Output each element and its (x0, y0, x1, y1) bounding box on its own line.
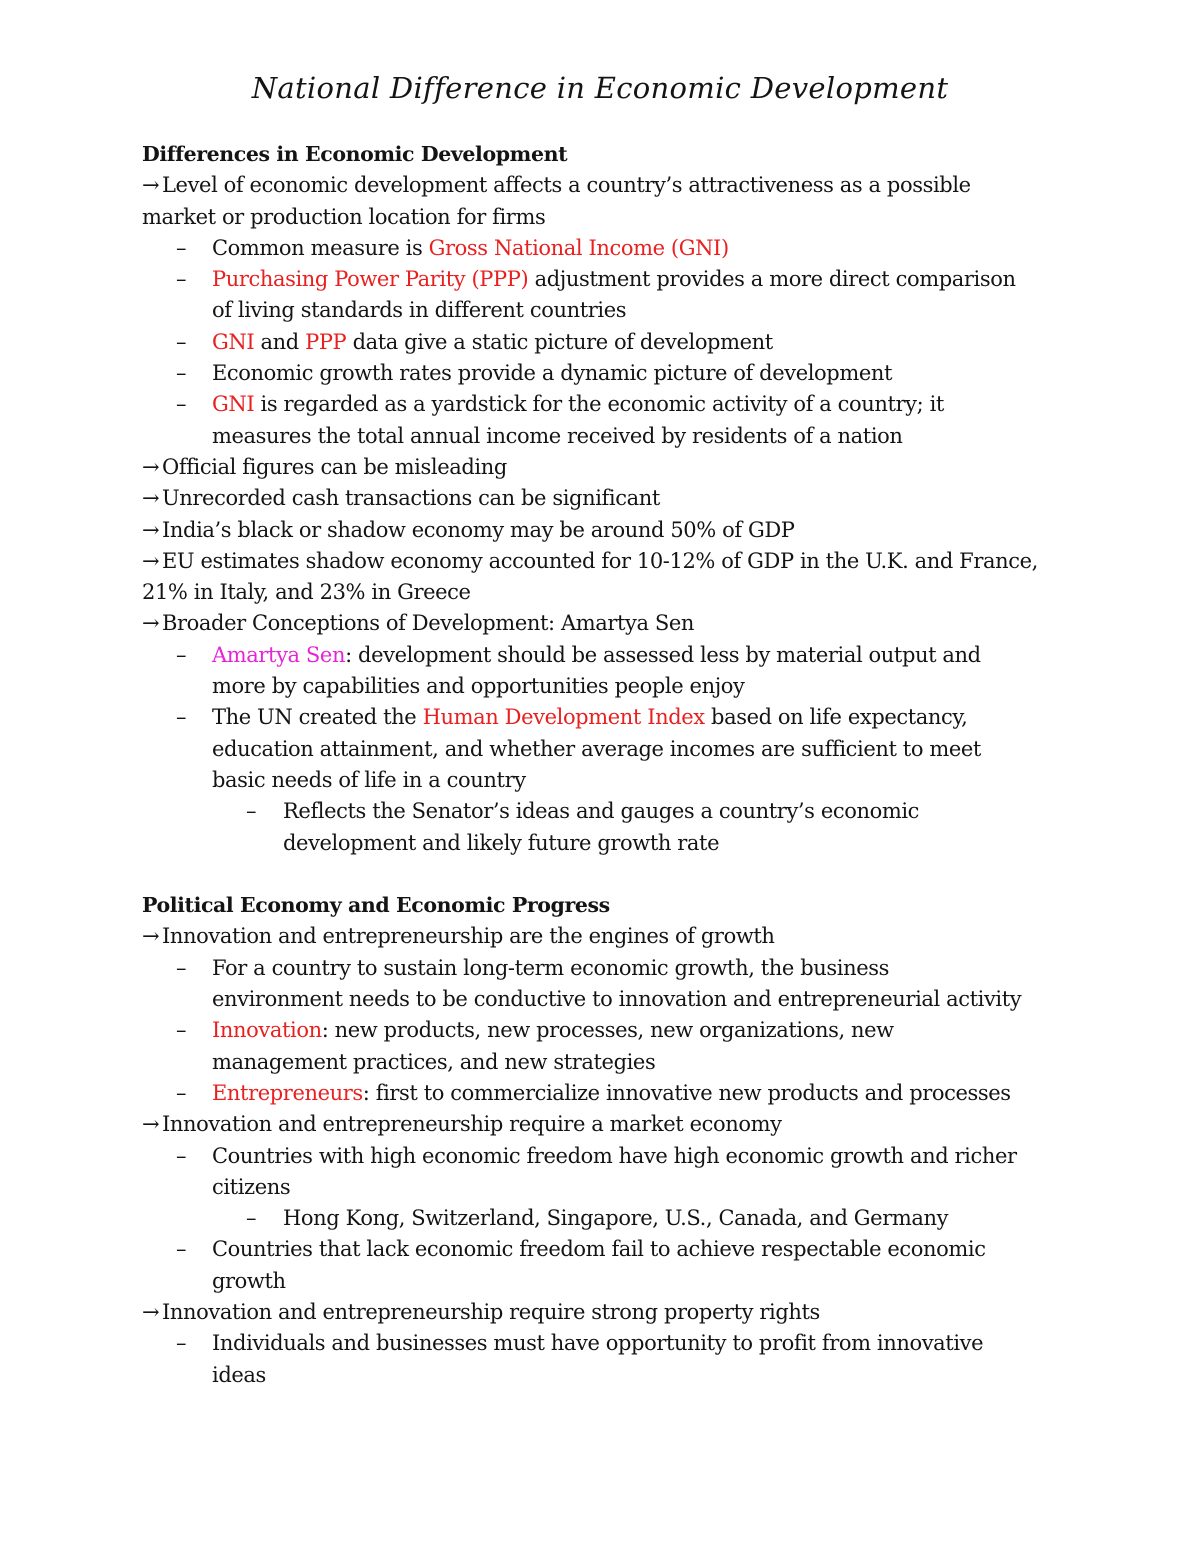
arrow-icon: → (142, 611, 160, 636)
dash-item-continuation: basic needs of life in a country (212, 767, 526, 792)
item-text: Countries with high economic freedom have high economic growth and richer (212, 1143, 1017, 1168)
arrow-item (142, 1297, 1082, 1328)
arrow-item (142, 170, 1082, 201)
dash-item (142, 1234, 1082, 1265)
dash-icon: – (176, 1018, 187, 1043)
item-text: based on life expectancy, (704, 705, 968, 730)
dash-icon: – (176, 329, 187, 354)
arrow-item (142, 1109, 1082, 1140)
highlight-term: GNI (212, 329, 255, 354)
item-text: Official figures can be misleading (162, 454, 507, 479)
item-text: The UN created the (212, 705, 423, 730)
dash-icon: – (246, 799, 257, 824)
dash-item (142, 233, 1082, 264)
arrow-item-continuation: 21% in Italy, and 23% in Greece (142, 580, 471, 605)
dash-item-continuation: of living standards in different countries (212, 298, 627, 323)
arrow-icon: → (142, 924, 160, 949)
document-body (142, 139, 1082, 1391)
dash-item (142, 358, 1082, 389)
arrow-icon: → (142, 173, 160, 198)
dash-item (142, 953, 1082, 984)
dash-icon: – (176, 235, 187, 260)
dash-icon: – (176, 1237, 187, 1262)
arrow-item (142, 608, 1082, 639)
item-text: Reflects the Senator’s ideas and gauges a country’s economic (283, 799, 920, 824)
dash-icon: – (176, 1143, 187, 1168)
item-text: is regarded as a yardstick for the economic activity of a country; it (254, 392, 944, 417)
highlight-term: Amartya Sen (212, 642, 346, 667)
item-text: data give a static picture of development (346, 329, 773, 354)
section-spacer (142, 859, 1082, 890)
item-text: Innovation and entrepreneurship are the engines of growth (162, 924, 775, 949)
section-heading-political-economy: Political Economy and Economic Progress (142, 893, 610, 918)
dash-item (142, 1078, 1082, 1109)
arrow-item (142, 546, 1082, 577)
sub-dash-item (142, 1203, 1082, 1234)
dash-item (142, 327, 1082, 358)
dash-item-continuation: education attainment, and whether average incomes are sufficient to meet (212, 736, 981, 761)
item-text: India’s black or shadow economy may be around 50% of GDP (162, 517, 795, 542)
item-text: Common measure is (212, 235, 429, 260)
highlight-term: Innovation (212, 1018, 322, 1043)
item-text: Innovation and entrepreneurship require strong property rights (162, 1299, 820, 1324)
arrow-item (142, 515, 1082, 546)
dash-item (142, 1141, 1082, 1172)
arrow-icon: → (142, 517, 160, 542)
arrow-item (142, 483, 1082, 514)
highlight-term: GNI (212, 392, 255, 417)
highlight-term: PPP (305, 329, 347, 354)
dash-item (142, 389, 1082, 420)
dash-item-continuation: measures the total annual income received by residents of a nation (212, 423, 903, 448)
item-text: : first to commercialize innovative new products and processes (362, 1080, 1011, 1105)
item-text: For a country to sustain long-term economic growth, the business (212, 955, 889, 980)
dash-icon: – (176, 642, 187, 667)
dash-item-continuation: ideas (212, 1362, 266, 1387)
item-text: Level of economic development affects a country’s attractiveness as a possible (162, 173, 971, 198)
item-text: Broader Conceptions of Development: Amartya Sen (162, 611, 695, 636)
dash-item (142, 1015, 1082, 1046)
dash-icon: – (246, 1206, 257, 1231)
highlight-term: Gross National Income (GNI) (428, 235, 729, 260)
arrow-icon: → (142, 486, 160, 511)
item-text: Economic growth rates provide a dynamic picture of development (212, 361, 893, 386)
dash-icon: – (176, 1331, 187, 1356)
item-text: Countries that lack economic freedom fail to achieve respectable economic (212, 1237, 986, 1262)
arrow-item-continuation: market or production location for firms (142, 204, 546, 229)
dash-item (142, 1328, 1082, 1359)
dash-item-continuation: more by capabilities and opportunities people enjoy (212, 674, 745, 699)
arrow-icon: → (142, 548, 160, 573)
sub-dash-item-continuation: development and likely future growth rate (283, 830, 720, 855)
highlight-term: Entrepreneurs (212, 1080, 363, 1105)
dash-item-continuation: environment needs to be conductive to innovation and entrepreneurial activity (212, 987, 1022, 1012)
dash-icon: – (176, 955, 187, 980)
arrow-item (142, 452, 1082, 483)
dash-item (142, 640, 1082, 671)
dash-icon: – (176, 1080, 187, 1105)
item-text: : new products, new processes, new organizations, new (321, 1018, 894, 1043)
section-heading-differences: Differences in Economic Development (142, 142, 568, 166)
item-text: Unrecorded cash transactions can be significant (162, 486, 660, 511)
item-text: EU estimates shadow economy accounted for 10-12% of GDP in the U.K. and France, (162, 548, 1038, 573)
dash-item-continuation: management practices, and new strategies (212, 1049, 656, 1074)
item-text: Individuals and businesses must have opportunity to profit from innovative (212, 1331, 984, 1356)
dash-item (142, 264, 1082, 295)
dash-icon: – (176, 705, 187, 730)
dash-icon: – (176, 361, 187, 386)
item-text: adjustment provides a more direct comparison (528, 267, 1016, 292)
highlight-term: Purchasing Power Parity (PPP) (212, 267, 529, 292)
item-text: and (254, 329, 306, 354)
sub-dash-item (142, 796, 1082, 827)
dash-item-continuation: growth (212, 1268, 286, 1293)
dash-icon: – (176, 267, 187, 292)
arrow-item (142, 921, 1082, 952)
item-text: : development should be assessed less by material output and (345, 642, 981, 667)
item-text: Hong Kong, Switzerland, Singapore, U.S., Canada, and Germany (283, 1206, 949, 1231)
arrow-icon: → (142, 1299, 160, 1324)
item-text: Innovation and entrepreneurship require a market economy (162, 1112, 782, 1137)
arrow-icon: → (142, 454, 160, 479)
dash-item (142, 702, 1082, 733)
dash-icon: – (176, 392, 187, 417)
arrow-icon: → (142, 1112, 160, 1137)
page-title: National Difference in Economic Development (251, 71, 949, 105)
dash-item-continuation: citizens (212, 1174, 291, 1199)
highlight-term: Human Development Index (422, 705, 705, 730)
